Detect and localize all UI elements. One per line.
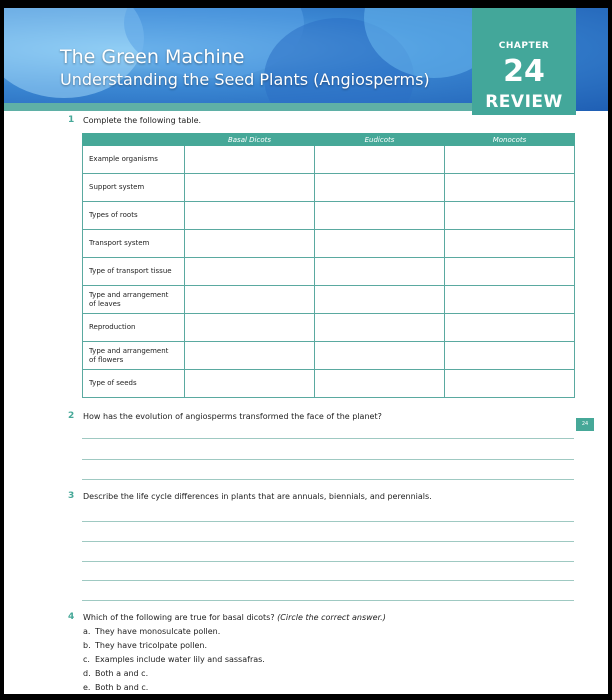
question-4-instruction: (Circle the correct answer.) bbox=[277, 613, 386, 622]
chapter-number: 24 bbox=[503, 54, 545, 89]
answer-cell[interactable] bbox=[315, 258, 445, 286]
column-header-basal-dicots: Basal Dicots bbox=[185, 134, 315, 146]
row-label-text: Reproduction bbox=[89, 323, 136, 331]
option-letter: d. bbox=[83, 669, 91, 678]
answer-cell[interactable] bbox=[445, 286, 575, 314]
row-label-text: Type of transport tissue bbox=[89, 267, 172, 275]
table-row bbox=[83, 342, 575, 370]
table-row bbox=[83, 230, 575, 258]
answer-cell[interactable] bbox=[185, 174, 315, 202]
table-row bbox=[83, 286, 575, 314]
answer-cell[interactable] bbox=[445, 146, 575, 174]
answer-option-b[interactable] bbox=[83, 641, 207, 650]
table-row bbox=[83, 146, 575, 174]
answer-cell[interactable] bbox=[315, 370, 445, 398]
row-label-text: Support system bbox=[89, 183, 145, 191]
answer-option-c[interactable] bbox=[83, 655, 265, 664]
answer-cell[interactable] bbox=[445, 230, 575, 258]
answer-line[interactable] bbox=[82, 600, 574, 601]
option-text: They have monosulcate pollen. bbox=[95, 627, 221, 636]
column-header-eudicots: Eudicots bbox=[315, 134, 445, 146]
question-4-text: Which of the following are true for basal dicots? bbox=[83, 613, 275, 622]
table-row bbox=[83, 370, 575, 398]
row-label-transport-tissue bbox=[83, 258, 185, 286]
answer-cell[interactable] bbox=[185, 202, 315, 230]
answer-cell[interactable] bbox=[315, 146, 445, 174]
row-label-flowers bbox=[83, 342, 185, 370]
answer-line[interactable] bbox=[82, 580, 574, 581]
option-text: They have tricolpate pollen. bbox=[95, 641, 208, 650]
answer-cell[interactable] bbox=[185, 258, 315, 286]
worksheet-page bbox=[4, 8, 608, 694]
row-label-text: of leaves bbox=[89, 299, 121, 308]
chapter-badge bbox=[472, 8, 576, 115]
option-letter: e. bbox=[83, 683, 91, 692]
answer-option-d[interactable] bbox=[83, 669, 148, 678]
question-3-number: 3 bbox=[68, 491, 75, 501]
column-header-monocots: Monocots bbox=[445, 134, 575, 146]
plant-comparison-table bbox=[82, 133, 575, 398]
answer-cell[interactable] bbox=[185, 370, 315, 398]
chapter-label: CHAPTER bbox=[498, 41, 550, 51]
row-label-text: Type and arrangement bbox=[89, 346, 169, 355]
row-label-text: Type and arrangement bbox=[89, 290, 169, 299]
table-row bbox=[83, 258, 575, 286]
answer-cell[interactable] bbox=[445, 314, 575, 342]
chapter-side-tab: 24 bbox=[576, 418, 594, 431]
question-2-number: 2 bbox=[68, 411, 75, 421]
table-row bbox=[83, 202, 575, 230]
question-2-text: How has the evolution of angiosperms transformed the face of the planet? bbox=[83, 412, 382, 421]
answer-cell[interactable] bbox=[445, 258, 575, 286]
answer-cell[interactable] bbox=[315, 202, 445, 230]
option-letter: c. bbox=[83, 655, 90, 664]
row-label-types-of-roots bbox=[83, 202, 185, 230]
question-3-text: Describe the life cycle differences in plants that are annuals, biennials, and perennials. bbox=[83, 492, 432, 501]
answer-cell[interactable] bbox=[185, 286, 315, 314]
answer-line[interactable] bbox=[82, 561, 574, 562]
row-label-seeds bbox=[83, 370, 185, 398]
answer-cell[interactable] bbox=[315, 286, 445, 314]
table-row bbox=[83, 174, 575, 202]
question-4-prompt bbox=[83, 613, 386, 622]
answer-line[interactable] bbox=[82, 459, 574, 460]
answer-cell[interactable] bbox=[315, 174, 445, 202]
answer-line[interactable] bbox=[82, 541, 574, 542]
banner-stripe bbox=[4, 103, 472, 111]
row-label-text: Types of roots bbox=[89, 211, 138, 219]
answer-cell[interactable] bbox=[315, 230, 445, 258]
option-text: Examples include water lily and sassafras. bbox=[95, 655, 265, 664]
page-title: The Green Machine bbox=[60, 46, 245, 68]
answer-cell[interactable] bbox=[445, 202, 575, 230]
answer-option-a[interactable] bbox=[83, 627, 220, 636]
row-label-reproduction bbox=[83, 314, 185, 342]
answer-option-e[interactable] bbox=[83, 683, 148, 692]
option-letter: b. bbox=[83, 641, 91, 650]
table-header-blank bbox=[83, 134, 185, 146]
option-text: Both a and c. bbox=[95, 669, 149, 678]
answer-line[interactable] bbox=[82, 479, 574, 480]
row-label-text: of flowers bbox=[89, 355, 124, 364]
answer-cell[interactable] bbox=[445, 174, 575, 202]
answer-line[interactable] bbox=[82, 438, 574, 439]
row-label-text: Type of seeds bbox=[89, 379, 137, 387]
row-label-leaves bbox=[83, 286, 185, 314]
question-4-number: 4 bbox=[68, 612, 75, 622]
answer-cell[interactable] bbox=[445, 370, 575, 398]
answer-cell[interactable] bbox=[185, 342, 315, 370]
answer-cell[interactable] bbox=[185, 146, 315, 174]
answer-cell[interactable] bbox=[445, 342, 575, 370]
answer-cell[interactable] bbox=[315, 314, 445, 342]
row-label-text: Example organisms bbox=[89, 155, 158, 163]
table-header-row bbox=[83, 134, 575, 146]
page-subtitle: Understanding the Seed Plants (Angiosperms) bbox=[60, 70, 430, 89]
answer-cell[interactable] bbox=[185, 314, 315, 342]
review-label: REVIEW bbox=[485, 92, 563, 112]
option-text: Both b and c. bbox=[95, 683, 149, 692]
answer-cell[interactable] bbox=[185, 230, 315, 258]
row-label-transport-system bbox=[83, 230, 185, 258]
table-row bbox=[83, 314, 575, 342]
row-label-example-organisms bbox=[83, 146, 185, 174]
row-label-text: Transport system bbox=[89, 239, 150, 247]
question-1-number: 1 bbox=[68, 115, 75, 125]
row-label-support-system bbox=[83, 174, 185, 202]
question-1-text: Complete the following table. bbox=[83, 116, 202, 125]
answer-cell[interactable] bbox=[315, 342, 445, 370]
answer-line[interactable] bbox=[82, 521, 574, 522]
option-letter: a. bbox=[83, 627, 91, 636]
